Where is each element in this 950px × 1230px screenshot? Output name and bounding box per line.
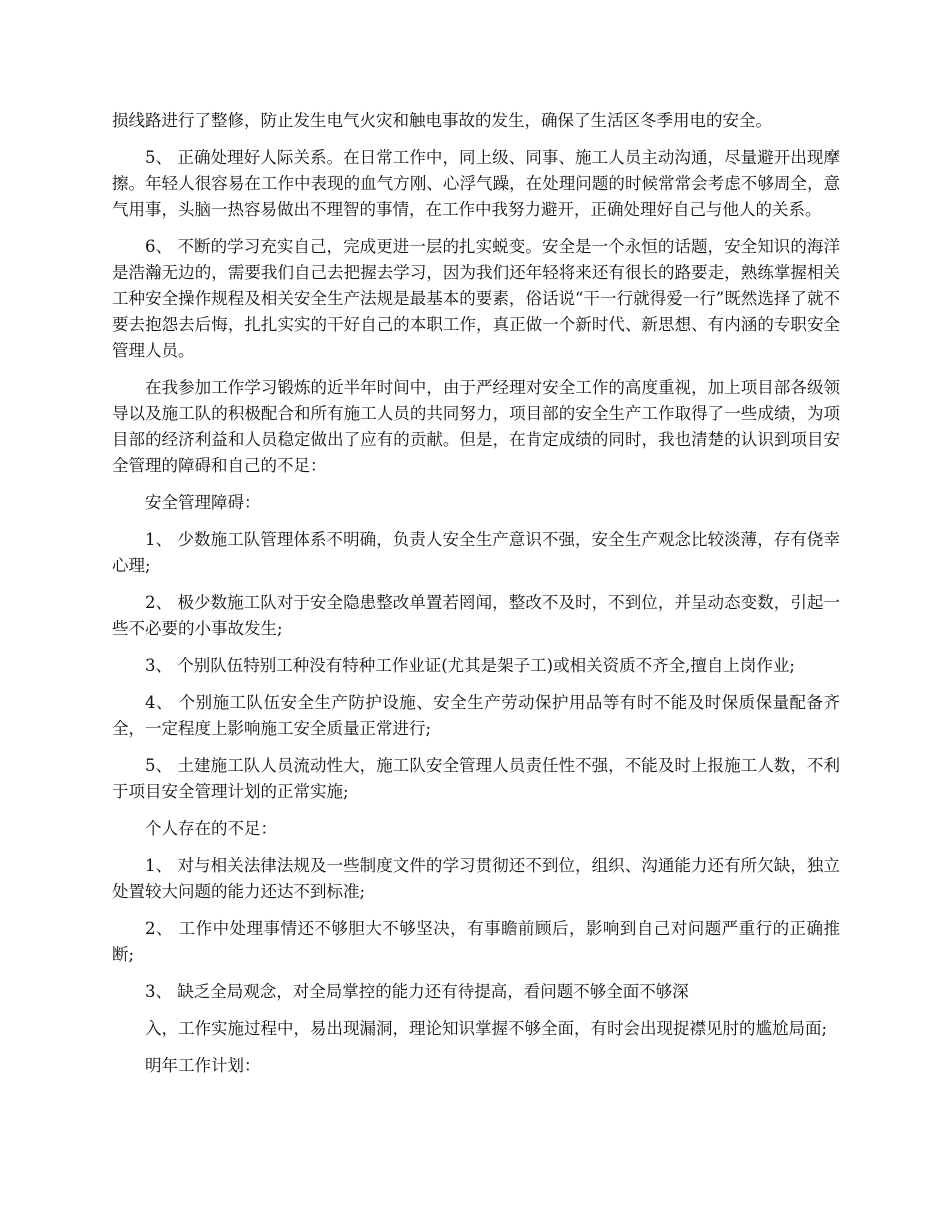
paragraph-electrical-repair: 损线路进行了整修，防止发生电气火灾和触电事故的发生，确保了生活区冬季用电的安全。: [112, 111, 772, 130]
shortcoming-item-3-continued: 入，工作实施过程中，易出现漏洞，理论知识掌握不够全面，有时会出现捉襟见肘的尴尬局面;: [145, 1019, 828, 1038]
obstacle-item-5: 5、 土建施工队人员流动性大，施工队安全管理人员责任性不强，不能及时上报施工人数，不利于项目安全管理计划的正常实施;: [112, 756, 840, 801]
obstacle-item-4: 4、 个别施工队伍安全生产防护设施、安全生产劳动保护用品等有时不能及时保质保量配备齐全，一定程度上影响施工安全质量正常进行;: [112, 693, 840, 738]
paragraph-continuous-learning: 6、 不断的学习充实自己，完成更进一层的扎实蜕变。安全是一个永恒的话题，安全知识的海洋是浩瀚无边的，需要我们自己去把握去学习，因为我们还年轻将来还有很长的路要走，熟练掌握相关工种安全操作规程及相关安全生产法规是最基本的要素，俗话说“干一行就得爱一行”既然选择了就不要去抱怨去后悔，扎扎实实的干好自己的本职工作，真正做一个新时代、新思想、有内涵的专职安全管理人员。: [112, 237, 840, 360]
obstacle-item-3: 3、 个别队伍特别工种没有特种工作业证(尤其是架子工)或相关资质不齐全,擅自上岗作业;: [145, 656, 795, 675]
obstacle-item-2: 2、 极少数施工队对于安全隐患整改单置若罔闻，整改不及时，不到位，并呈动态变数，引起一些不必要的小事故发生;: [112, 593, 840, 638]
shortcoming-item-3: 3、 缺乏全局观念，对全局掌控的能力还有待提高，看问题不够全面不够深: [145, 982, 689, 1001]
heading-safety-obstacles: 安全管理障碍：: [145, 493, 261, 512]
heading-next-year-plan: 明年工作计划：: [145, 1056, 261, 1075]
shortcoming-item-1: 1、 对与相关法律法规及一些制度文件的学习贯彻还不到位，组织、沟通能力还有所欠缺，独立处置较大问题的能力还达不到标准;: [112, 856, 840, 901]
shortcoming-item-2: 2、 工作中处理事情还不够胆大不够坚决，有事瞻前顾后，影响到自己对问题严重行的正确推断;: [112, 919, 840, 964]
obstacle-item-1: 1、 少数施工队管理体系不明确，负责人安全生产意识不强，安全生产观念比较淡薄，存有侥幸心理;: [112, 530, 840, 575]
paragraph-half-year-summary: 在我参加工作学习锻炼的近半年时间中，由于严经理对安全工作的高度重视，加上项目部各级领导以及施工队的积极配合和所有施工人员的共同努力，项目部的安全生产工作取得了一些成绩，为项目部的经济利益和人员稳定做出了应有的贡献。但是，在肯定成绩的同时，我也清楚的认识到项目安全管理的障碍和自己的不足：: [112, 378, 840, 475]
heading-personal-shortcomings: 个人存在的不足：: [145, 819, 277, 838]
paragraph-interpersonal: 5、 正确处理好人际关系。在日常工作中，同上级、同事、施工人员主动沟通，尽量避开出现摩擦。年轻人很容易在工作中表现的血气方刚、心浮气躁，在处理问题的时候常常会考虑不够周全，意气用事，头脑一热容易做出不理智的事情，在工作中我努力避开，正确处理好自己与他人的关系。: [112, 148, 840, 219]
document-page: [112, 108, 840, 1090]
